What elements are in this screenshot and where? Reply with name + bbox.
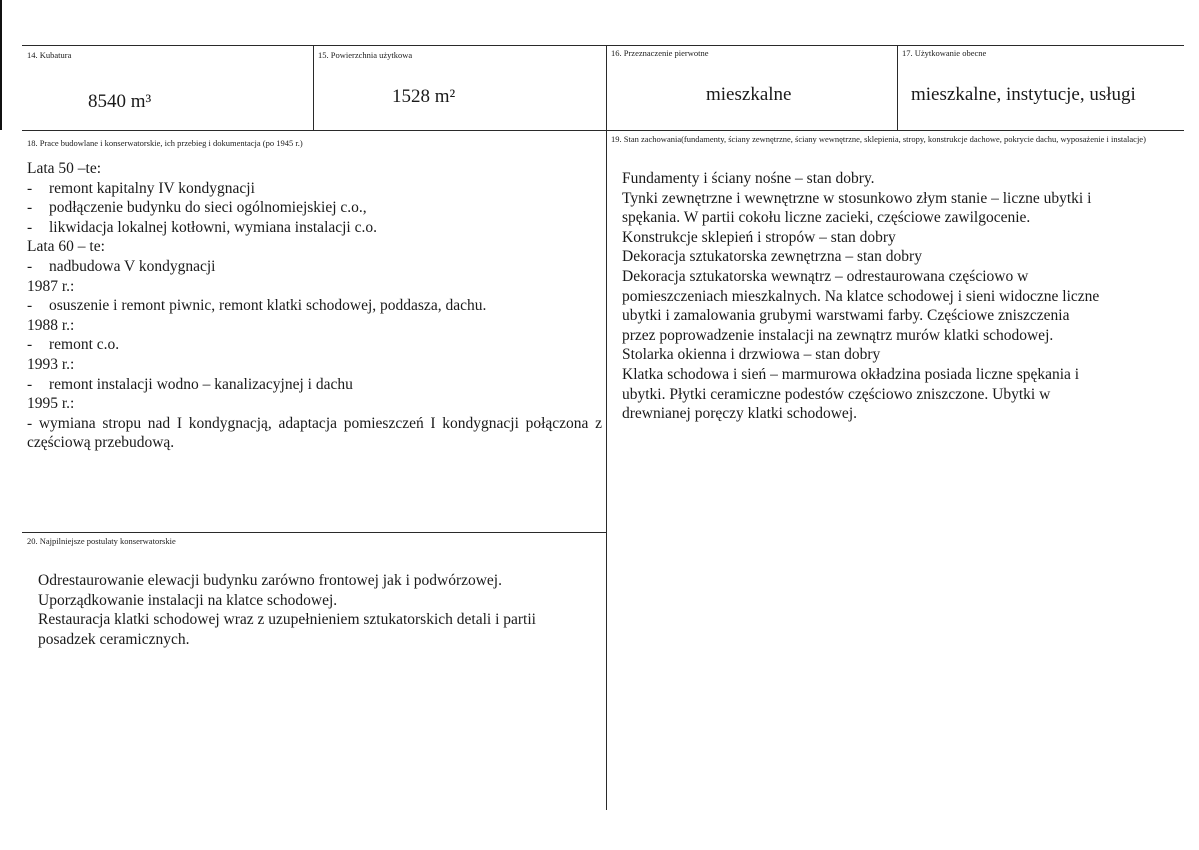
przeznaczenie-label: 16. Przeznaczenie pierwotne (611, 48, 709, 58)
stan-line: Dekoracja sztukatorska wewnątrz – odrestaurowana częściowo w (622, 267, 1029, 285)
prace-line (27, 316, 602, 336)
prace-line-text: podłączenie budynku do sieci ogólnomiejskiej c.o., (49, 199, 367, 217)
row-divider-2 (22, 532, 607, 533)
list-dash: - (27, 179, 33, 197)
stan-line: pomieszczeniach mieszkalnych. Na klatce schodowej i sieni widoczne liczne (622, 287, 1100, 305)
stan-line: Fundamenty i ściany nośne – stan dobry. (622, 170, 875, 187)
stan-line: Tynki zewnętrzne i wewnętrzne w stosunkowo złym stanie – liczne ubytki i (622, 189, 1092, 207)
stan-line: Klatka schodowa i sień – marmurowa okładzina posiada liczne spękania i (622, 365, 1080, 383)
stan-line: Dekoracja sztukatorska zewnętrzna – stan dobry (622, 248, 922, 266)
stan-lines (622, 169, 1182, 424)
postulaty-lines (38, 571, 603, 649)
prace-line-text: likwidacja lokalnej kotłowni, wymiana instalacji c.o. (49, 218, 377, 236)
list-dash: - (27, 375, 33, 393)
prace-line (27, 257, 602, 277)
list-dash: - (27, 218, 33, 236)
prace-label: 18. Prace budowlane i konserwatorskie, ich przebieg i dokumentacja (po 1945 r.) (27, 138, 303, 148)
kubatura-label: 14. Kubatura (27, 50, 72, 60)
prace-line-text: 1993 r.: (27, 355, 75, 373)
prace-line (27, 237, 602, 257)
postulaty-line: posadzek ceramicznych. (38, 630, 190, 648)
prace-line (27, 355, 602, 375)
postulaty-line: Uporządkowanie instalacji na klatce schodowej. (38, 591, 338, 609)
scan-edge-mark (0, 0, 2, 130)
postulaty-line: Restauracja klatki schodowej wraz z uzupełnieniem sztukatorskich detali i partii (38, 611, 536, 629)
prace-line (27, 335, 602, 355)
uzytkowanie-value: mieszkalne, instytucje, usługi (911, 84, 1136, 105)
prace-content (27, 159, 602, 453)
uzytkowanie-label: 17. Użytkowanie obecne (902, 48, 987, 58)
stan-line: Konstrukcje sklepień i stropów – stan dobry (622, 228, 896, 246)
stan-line: ubytki. Płytki ceramiczne podestów częściowo zniszczone. Ubytki w (622, 385, 1051, 403)
stan-line: ubytki i zamalowania grubymi warstwami farby. Częściowe zniszczenia (622, 307, 1070, 325)
prace-line (27, 277, 602, 297)
stan-content (622, 169, 1182, 424)
prace-line (27, 198, 602, 218)
prace-last-paragraph: - wymiana stropu nad I kondygnacją, adaptacja pomieszczeń I kondygnacji połączona z częściową przebudową. (27, 414, 602, 452)
postulaty-content (38, 571, 603, 649)
stan-line: drewnianej poręczy klatki schodowej. (622, 405, 857, 423)
col-divider-3 (897, 45, 898, 131)
postulaty-line: Odrestaurowanie elewacji budynku zarówno frontowej jak i podwórzowej. (38, 572, 502, 589)
prace-line-text: remont kapitalny IV kondygnacji (49, 179, 255, 197)
list-dash: - (27, 336, 33, 354)
prace-line (27, 375, 602, 395)
prace-line-text: 1995 r.: (27, 395, 75, 413)
stan-label: 19. Stan zachowania(fundamenty, ściany zewnętrzne, ściany wewnętrzne, sklepienia, stropy, konstrukcje dachowe, pokrycie dachu, wyposażenie i instalacje) (611, 134, 1146, 144)
list-dash: - (27, 257, 33, 275)
kubatura-value: 8540 m³ (88, 91, 152, 112)
row-divider-1 (22, 130, 1184, 131)
top-border (22, 45, 1184, 46)
prace-line-text: Lata 50 –te: (27, 160, 102, 177)
prace-line-text: osuszenie i remont piwnic, remont klatki schodowej, poddasza, dachu. (49, 297, 487, 315)
powierzchnia-label: 15. Powierzchnia użytkowa (318, 50, 413, 60)
list-dash: - (27, 297, 33, 315)
col-divider-2 (606, 45, 607, 810)
postulaty-label: 20. Najpilniejsze postulaty konserwatorskie (27, 536, 176, 546)
powierzchnia-value: 1528 m² (392, 86, 456, 107)
stan-line: przez poprowadzenie instalacji na zewnątrz murów klatki schodowej. (622, 326, 1054, 344)
prace-line (27, 179, 602, 199)
prace-line-text: 1987 r.: (27, 277, 75, 295)
prace-line (27, 159, 602, 179)
stan-line: spękania. W partii cokołu liczne zacieki, częściowe zawilgocenie. (622, 209, 1031, 227)
prace-line (27, 218, 602, 238)
prace-line (27, 394, 602, 414)
prace-line-text: Lata 60 – te: (27, 238, 105, 256)
list-dash: - (27, 199, 33, 217)
prace-line-text: remont c.o. (49, 336, 120, 354)
prace-line-text: nadbudowa V kondygnacji (49, 257, 216, 275)
prace-lines (27, 159, 602, 414)
prace-line-text: remont instalacji wodno – kanalizacyjnej i dachu (49, 375, 353, 393)
prace-line (27, 296, 602, 316)
przeznaczenie-value: mieszkalne (706, 84, 792, 105)
col-divider-1 (313, 45, 314, 131)
stan-line: Stolarka okienna i drzwiowa – stan dobry (622, 346, 881, 364)
prace-line-text: 1988 r.: (27, 316, 75, 334)
